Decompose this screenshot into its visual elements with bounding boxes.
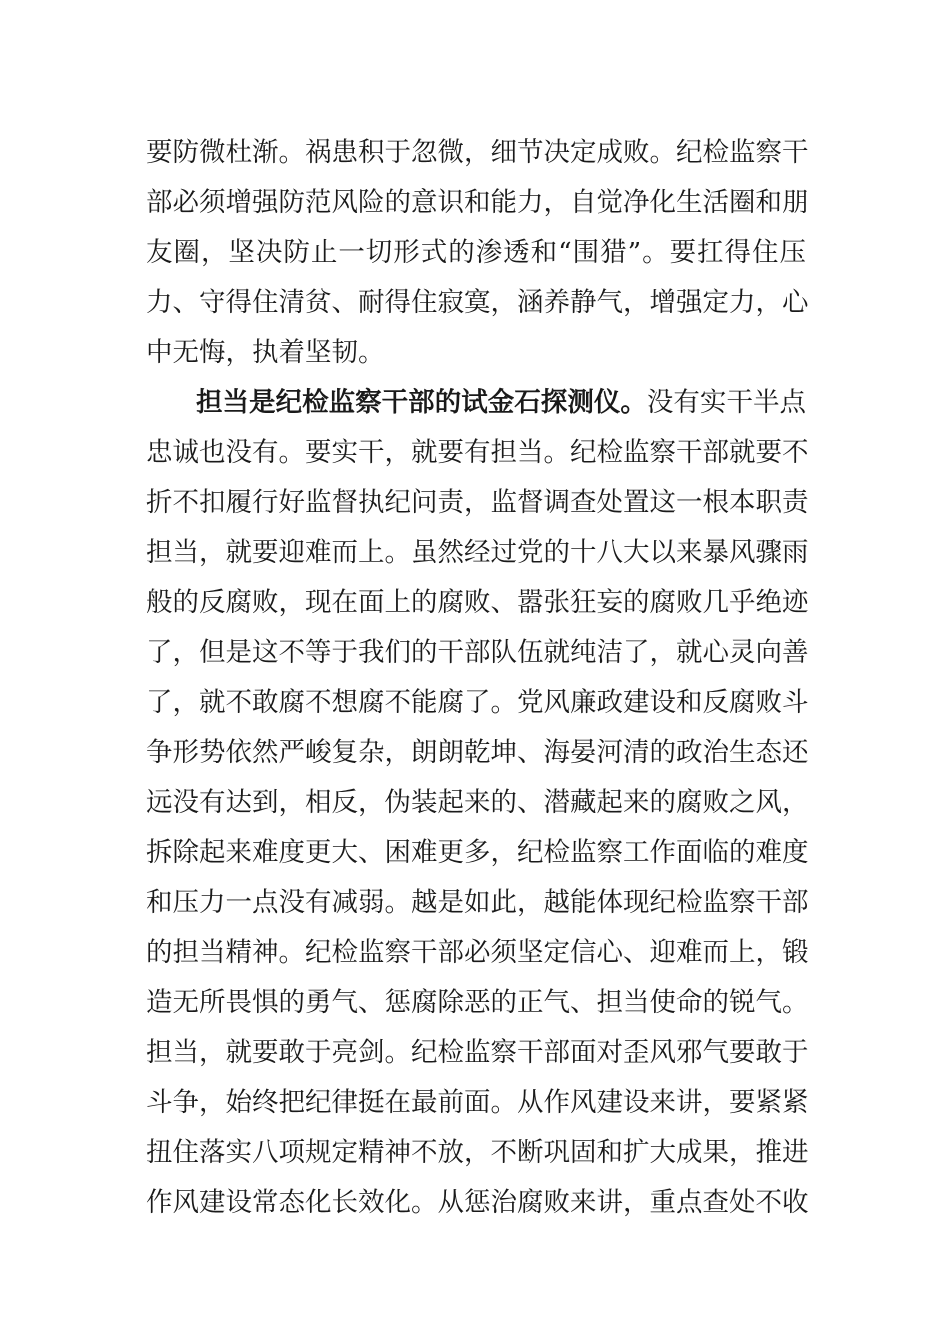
text-line: 担当，就要敢于亮剑。纪检监察干部面对歪风邪气要敢于: [146, 1037, 809, 1068]
text-line: 友圈，坚决防止一切形式的渗透和“围猎”。要扛得住压: [146, 237, 806, 268]
text-line: 担当，就要迎难而上。虽然经过党的十八大以来暴风骤雨: [146, 537, 809, 568]
text-line: 了，但是这不等于我们的干部队伍就纯洁了，就心灵向善: [146, 637, 809, 668]
text-line: 斗争，始终把纪律挺在最前面。从作风建设来讲，要紧紧: [146, 1087, 809, 1118]
text-line: 造无所畏惧的勇气、惩腐除恶的正气、担当使命的锐气。: [146, 987, 809, 1018]
text-line: 拆除起来难度更大、困难更多，纪检监察工作面临的难度: [146, 837, 809, 868]
text-line: 和压力一点没有减弱。越是如此，越能体现纪检监察干部: [146, 887, 809, 918]
text-line: 的担当精神。纪检监察干部必须坚定信心、迎难而上，锻: [146, 937, 809, 968]
text-line: 折不扣履行好监督执纪问责，监督调查处置这一根本职责: [146, 487, 809, 518]
paragraph-heading: 担当是纪检监察干部的试金石探测仪。: [196, 387, 647, 418]
text-line: 忠诚也没有。要实干，就要有担当。纪检监察干部就要不: [146, 437, 809, 468]
text-line: 远没有达到，相反，伪装起来的、潜藏起来的腐败之风，: [146, 787, 809, 818]
text-line: 部必须增强防范风险的意识和能力，自觉净化生活圈和朋: [146, 187, 809, 218]
text-line: 作风建设常态化长效化。从惩治腐败来讲，重点查处不收: [146, 1187, 809, 1218]
text-line: 扭住落实八项规定精神不放，不断巩固和扩大成果，推进: [146, 1137, 809, 1168]
text-line: 要防微杜渐。祸患积于忽微，细节决定成败。纪检监察干: [146, 137, 809, 168]
text-line: 了，就不敢腐不想腐不能腐了。党风廉政建设和反腐败斗: [146, 687, 809, 718]
text-line: 争形势依然严峻复杂，朗朗乾坤、海晏河清的政治生态还: [146, 737, 809, 768]
paragraph-first-line: [196, 378, 806, 428]
paragraph-heading-rest: 没有实干半点: [646, 387, 807, 418]
text-line: 力、守得住清贫、耐得住寂寞，涵养静气，增强定力，心: [146, 287, 809, 318]
text-line: 中无悔，执着坚韧。: [146, 337, 385, 368]
text-line: 般的反腐败，现在面上的腐败、嚣张狂妄的腐败几乎绝迹: [146, 587, 809, 618]
